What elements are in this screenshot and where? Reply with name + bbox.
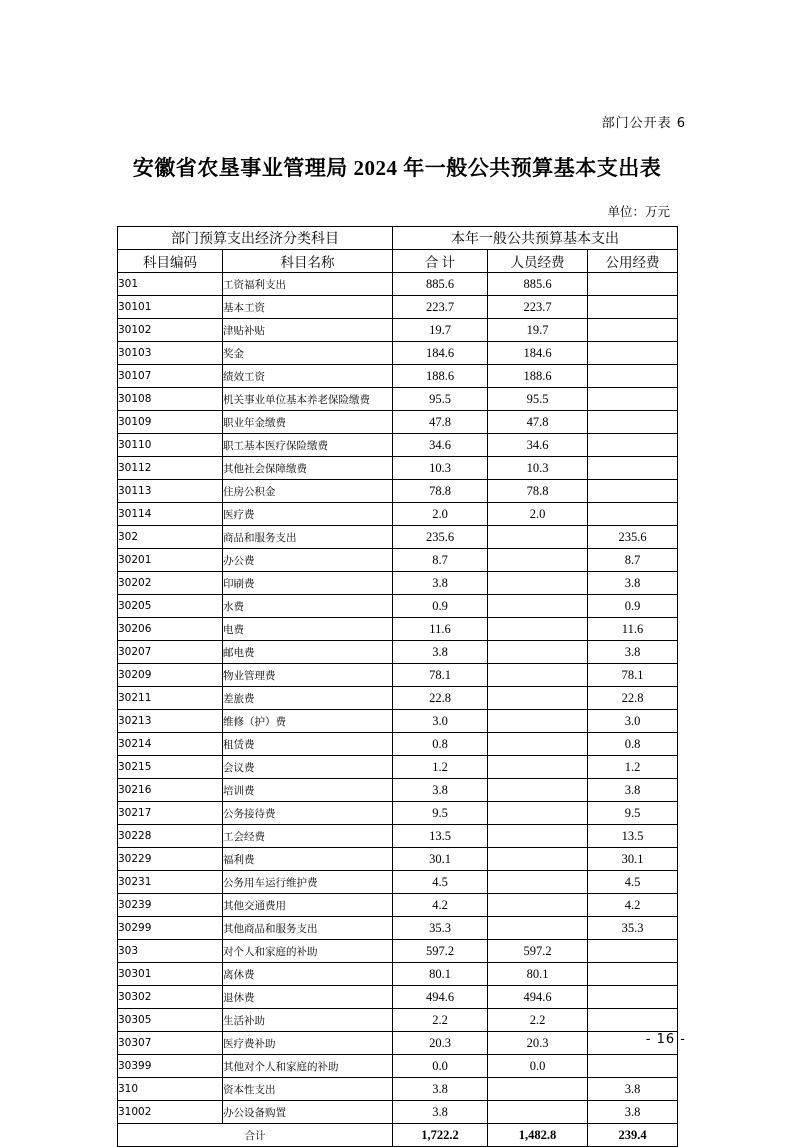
cell-total: 95.5 xyxy=(393,388,488,411)
cell-name: 离休费 xyxy=(223,963,393,986)
cell-personnel: 19.7 xyxy=(488,319,588,342)
cell-name: 物业管理费 xyxy=(223,664,393,687)
table-row xyxy=(118,963,678,986)
table-row xyxy=(118,618,678,641)
cell-personnel xyxy=(488,871,588,894)
cell-personnel: 78.8 xyxy=(488,480,588,503)
cell-name: 工会经费 xyxy=(223,825,393,848)
cell-name: 基本工资 xyxy=(223,296,393,319)
group-header-right: 本年一般公共预算基本支出 xyxy=(393,227,678,250)
cell-name: 租赁费 xyxy=(223,733,393,756)
table-row xyxy=(118,664,678,687)
table-row xyxy=(118,940,678,963)
cell-total: 11.6 xyxy=(393,618,488,641)
cell-public: 11.6 xyxy=(588,618,678,641)
cell-public xyxy=(588,940,678,963)
column-header-name: 科目名称 xyxy=(223,250,393,273)
cell-code: 30114 xyxy=(118,503,223,526)
cell-total: 223.7 xyxy=(393,296,488,319)
cell-personnel xyxy=(488,595,588,618)
cell-code: 30305 xyxy=(118,1009,223,1032)
cell-personnel: 95.5 xyxy=(488,388,588,411)
cell-total: 3.0 xyxy=(393,710,488,733)
cell-code: 30239 xyxy=(118,894,223,917)
cell-code: 30301 xyxy=(118,963,223,986)
cell-total: 494.6 xyxy=(393,986,488,1009)
cell-total: 1.2 xyxy=(393,756,488,779)
cell-public: 0.8 xyxy=(588,733,678,756)
cell-name: 其他商品和服务支出 xyxy=(223,917,393,940)
table-column-header-row xyxy=(118,250,678,273)
page-title: 安徽省农垦事业管理局 2024 年一般公共预算基本支出表 xyxy=(132,156,662,180)
column-header-public: 公用经费 xyxy=(588,250,678,273)
cell-code: 30213 xyxy=(118,710,223,733)
cell-public xyxy=(588,1009,678,1032)
cell-public xyxy=(588,457,678,480)
cell-code: 30108 xyxy=(118,388,223,411)
cell-code: 30216 xyxy=(118,779,223,802)
cell-public: 3.8 xyxy=(588,1078,678,1101)
table-row xyxy=(118,802,678,825)
cell-code: 302 xyxy=(118,526,223,549)
cell-code: 30228 xyxy=(118,825,223,848)
cell-personnel xyxy=(488,1078,588,1101)
cell-name: 机关事业单位基本养老保险缴费 xyxy=(223,388,393,411)
cell-public xyxy=(588,411,678,434)
cell-name: 水费 xyxy=(223,595,393,618)
table-row xyxy=(118,779,678,802)
cell-total: 47.8 xyxy=(393,411,488,434)
cell-code: 31002 xyxy=(118,1101,223,1124)
cell-name: 津贴补贴 xyxy=(223,319,393,342)
cell-public: 235.6 xyxy=(588,526,678,549)
column-header-total: 合 计 xyxy=(393,250,488,273)
cell-personnel: 10.3 xyxy=(488,457,588,480)
table-row xyxy=(118,365,678,388)
cell-personnel xyxy=(488,618,588,641)
cell-code: 30206 xyxy=(118,618,223,641)
cell-name: 印刷费 xyxy=(223,572,393,595)
table-row xyxy=(118,503,678,526)
cell-name: 商品和服务支出 xyxy=(223,526,393,549)
cell-code: 303 xyxy=(118,940,223,963)
cell-name: 会议费 xyxy=(223,756,393,779)
table-row xyxy=(118,457,678,480)
cell-public xyxy=(588,296,678,319)
table-row xyxy=(118,986,678,1009)
cell-total: 8.7 xyxy=(393,549,488,572)
total-public: 239.4 xyxy=(588,1124,678,1147)
cell-public xyxy=(588,480,678,503)
table-row xyxy=(118,687,678,710)
cell-total: 30.1 xyxy=(393,848,488,871)
cell-personnel xyxy=(488,710,588,733)
cell-personnel: 494.6 xyxy=(488,986,588,1009)
cell-personnel xyxy=(488,756,588,779)
cell-total: 22.8 xyxy=(393,687,488,710)
cell-total: 20.3 xyxy=(393,1032,488,1055)
column-header-code: 科目编码 xyxy=(118,250,223,273)
table-row xyxy=(118,641,678,664)
cell-public: 13.5 xyxy=(588,825,678,848)
cell-code: 30211 xyxy=(118,687,223,710)
cell-name: 其他社会保障缴费 xyxy=(223,457,393,480)
table-row xyxy=(118,480,678,503)
cell-public: 8.7 xyxy=(588,549,678,572)
table-row xyxy=(118,1101,678,1124)
table-total-row xyxy=(118,1124,678,1147)
cell-name: 医疗费 xyxy=(223,503,393,526)
table-row xyxy=(118,1032,678,1055)
cell-code: 30217 xyxy=(118,802,223,825)
cell-public: 1.2 xyxy=(588,756,678,779)
cell-public: 4.5 xyxy=(588,871,678,894)
table-row xyxy=(118,917,678,940)
cell-name: 培训费 xyxy=(223,779,393,802)
cell-personnel: 184.6 xyxy=(488,342,588,365)
table-row xyxy=(118,572,678,595)
cell-code: 30302 xyxy=(118,986,223,1009)
cell-public: 78.1 xyxy=(588,664,678,687)
cell-public: 3.8 xyxy=(588,779,678,802)
cell-total: 19.7 xyxy=(393,319,488,342)
cell-code: 30103 xyxy=(118,342,223,365)
cell-name: 绩效工资 xyxy=(223,365,393,388)
cell-name: 电费 xyxy=(223,618,393,641)
cell-total: 34.6 xyxy=(393,434,488,457)
cell-name: 公务用车运行维护费 xyxy=(223,871,393,894)
cell-personnel: 80.1 xyxy=(488,963,588,986)
cell-name: 生活补助 xyxy=(223,1009,393,1032)
cell-name: 其他对个人和家庭的补助 xyxy=(223,1055,393,1078)
cell-name: 奖金 xyxy=(223,342,393,365)
cell-public xyxy=(588,963,678,986)
cell-code: 30207 xyxy=(118,641,223,664)
table-row xyxy=(118,411,678,434)
cell-name: 职业年金缴费 xyxy=(223,411,393,434)
cell-code: 30214 xyxy=(118,733,223,756)
cell-code: 30307 xyxy=(118,1032,223,1055)
cell-personnel: 34.6 xyxy=(488,434,588,457)
table-row xyxy=(118,825,678,848)
cell-name: 差旅费 xyxy=(223,687,393,710)
cell-total: 3.8 xyxy=(393,1078,488,1101)
cell-personnel xyxy=(488,894,588,917)
cell-personnel: 2.2 xyxy=(488,1009,588,1032)
cell-public xyxy=(588,1055,678,1078)
cell-code: 30101 xyxy=(118,296,223,319)
cell-code: 30399 xyxy=(118,1055,223,1078)
total-label: 合计 xyxy=(118,1124,393,1147)
page-number: - 16 - xyxy=(645,1032,686,1047)
table-row xyxy=(118,756,678,779)
cell-name: 福利费 xyxy=(223,848,393,871)
cell-code: 30231 xyxy=(118,871,223,894)
cell-public xyxy=(588,342,678,365)
table-row xyxy=(118,894,678,917)
table-row xyxy=(118,342,678,365)
cell-public: 0.9 xyxy=(588,595,678,618)
cell-total: 4.5 xyxy=(393,871,488,894)
cell-personnel: 597.2 xyxy=(488,940,588,963)
cell-code: 30113 xyxy=(118,480,223,503)
group-header-left: 部门预算支出经济分类科目 xyxy=(118,227,393,250)
cell-personnel: 0.0 xyxy=(488,1055,588,1078)
cell-code: 30205 xyxy=(118,595,223,618)
cell-total: 80.1 xyxy=(393,963,488,986)
cell-name: 对个人和家庭的补助 xyxy=(223,940,393,963)
total-total: 1,722.2 xyxy=(393,1124,488,1147)
cell-personnel xyxy=(488,802,588,825)
cell-code: 30107 xyxy=(118,365,223,388)
cell-public xyxy=(588,986,678,1009)
cell-code: 30229 xyxy=(118,848,223,871)
cell-public: 3.0 xyxy=(588,710,678,733)
cell-total: 2.2 xyxy=(393,1009,488,1032)
cell-personnel xyxy=(488,733,588,756)
cell-code: 30102 xyxy=(118,319,223,342)
cell-code: 30201 xyxy=(118,549,223,572)
cell-public: 35.3 xyxy=(588,917,678,940)
cell-personnel xyxy=(488,664,588,687)
cell-personnel xyxy=(488,526,588,549)
budget-table xyxy=(117,226,678,1147)
cell-total: 885.6 xyxy=(393,273,488,296)
cell-total: 188.6 xyxy=(393,365,488,388)
cell-personnel xyxy=(488,779,588,802)
cell-public: 3.8 xyxy=(588,572,678,595)
cell-name: 职工基本医疗保险缴费 xyxy=(223,434,393,457)
cell-total: 597.2 xyxy=(393,940,488,963)
cell-code: 30112 xyxy=(118,457,223,480)
table-row xyxy=(118,710,678,733)
table-row xyxy=(118,296,678,319)
cell-public xyxy=(588,388,678,411)
cell-public: 9.5 xyxy=(588,802,678,825)
table-row xyxy=(118,526,678,549)
cell-name: 公务接待费 xyxy=(223,802,393,825)
table-row xyxy=(118,1009,678,1032)
cell-personnel: 188.6 xyxy=(488,365,588,388)
cell-personnel: 2.0 xyxy=(488,503,588,526)
cell-name: 维修（护）费 xyxy=(223,710,393,733)
cell-personnel xyxy=(488,572,588,595)
cell-name: 工资福利支出 xyxy=(223,273,393,296)
cell-total: 78.1 xyxy=(393,664,488,687)
form-label: 部门公开表 6 xyxy=(601,116,686,131)
cell-total: 3.8 xyxy=(393,641,488,664)
cell-name: 邮电费 xyxy=(223,641,393,664)
cell-personnel: 223.7 xyxy=(488,296,588,319)
cell-personnel xyxy=(488,549,588,572)
cell-total: 0.9 xyxy=(393,595,488,618)
cell-code: 30109 xyxy=(118,411,223,434)
table-row xyxy=(118,434,678,457)
cell-public xyxy=(588,503,678,526)
table-body xyxy=(118,273,678,1124)
cell-public xyxy=(588,273,678,296)
cell-name: 办公设备购置 xyxy=(223,1101,393,1124)
column-header-personnel: 人员经费 xyxy=(488,250,588,273)
table-row xyxy=(118,319,678,342)
table-row xyxy=(118,388,678,411)
cell-total: 0.8 xyxy=(393,733,488,756)
cell-total: 10.3 xyxy=(393,457,488,480)
table-row xyxy=(118,549,678,572)
cell-total: 4.2 xyxy=(393,894,488,917)
cell-total: 78.8 xyxy=(393,480,488,503)
cell-public xyxy=(588,365,678,388)
cell-code: 30215 xyxy=(118,756,223,779)
cell-personnel xyxy=(488,848,588,871)
cell-public: 4.2 xyxy=(588,894,678,917)
table-row xyxy=(118,733,678,756)
cell-name: 退休费 xyxy=(223,986,393,1009)
cell-public xyxy=(588,319,678,342)
table-row xyxy=(118,595,678,618)
cell-code: 30202 xyxy=(118,572,223,595)
table-row xyxy=(118,871,678,894)
cell-personnel: 47.8 xyxy=(488,411,588,434)
cell-code: 301 xyxy=(118,273,223,296)
cell-total: 35.3 xyxy=(393,917,488,940)
table-row xyxy=(118,273,678,296)
cell-personnel: 885.6 xyxy=(488,273,588,296)
cell-total: 9.5 xyxy=(393,802,488,825)
cell-personnel xyxy=(488,641,588,664)
cell-personnel xyxy=(488,917,588,940)
cell-personnel: 20.3 xyxy=(488,1032,588,1055)
cell-public: 3.8 xyxy=(588,1101,678,1124)
table-row xyxy=(118,848,678,871)
table-group-header-row xyxy=(118,227,678,250)
cell-total: 3.8 xyxy=(393,572,488,595)
cell-name: 办公费 xyxy=(223,549,393,572)
cell-total: 3.8 xyxy=(393,1101,488,1124)
cell-code: 30299 xyxy=(118,917,223,940)
cell-total: 235.6 xyxy=(393,526,488,549)
cell-public: 22.8 xyxy=(588,687,678,710)
cell-total: 184.6 xyxy=(393,342,488,365)
unit-note: 单位：万元 xyxy=(607,204,670,219)
cell-total: 3.8 xyxy=(393,779,488,802)
cell-name: 资本性支出 xyxy=(223,1078,393,1101)
cell-total: 13.5 xyxy=(393,825,488,848)
total-personnel: 1,482.8 xyxy=(488,1124,588,1147)
cell-public: 30.1 xyxy=(588,848,678,871)
cell-code: 310 xyxy=(118,1078,223,1101)
cell-public: 3.8 xyxy=(588,641,678,664)
cell-code: 30110 xyxy=(118,434,223,457)
cell-name: 医疗费补助 xyxy=(223,1032,393,1055)
cell-personnel xyxy=(488,1101,588,1124)
cell-personnel xyxy=(488,825,588,848)
table-row xyxy=(118,1055,678,1078)
cell-total: 0.0 xyxy=(393,1055,488,1078)
cell-total: 2.0 xyxy=(393,503,488,526)
cell-code: 30209 xyxy=(118,664,223,687)
table-row xyxy=(118,1078,678,1101)
cell-name: 其他交通费用 xyxy=(223,894,393,917)
cell-public xyxy=(588,434,678,457)
cell-name: 住房公积金 xyxy=(223,480,393,503)
cell-personnel xyxy=(488,687,588,710)
